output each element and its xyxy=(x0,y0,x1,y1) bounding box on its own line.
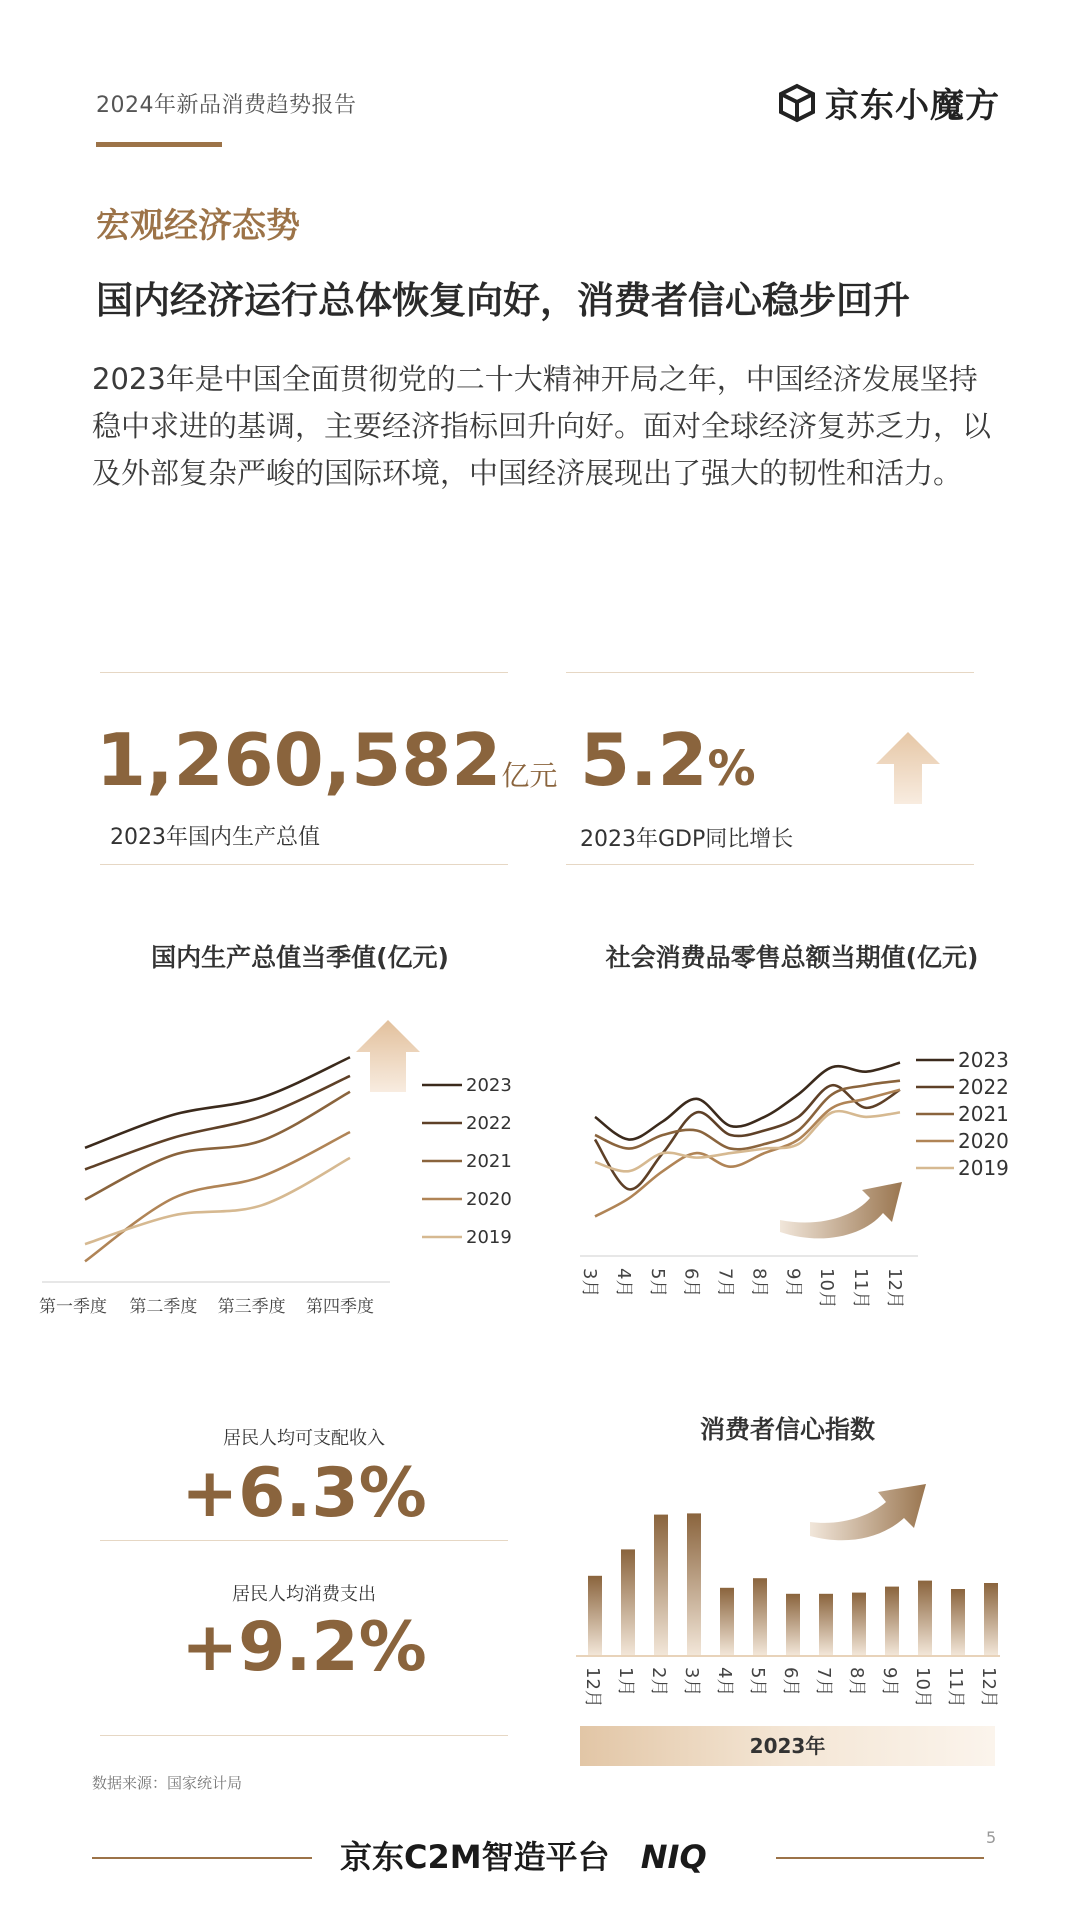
gdp-chart-title: 国内生产总值当季值(亿元) xyxy=(151,943,449,972)
gdp-total xyxy=(96,718,557,802)
confidence-bar xyxy=(654,1515,668,1655)
consumer-confidence-chart xyxy=(570,1480,1010,1720)
report-title: 2024年新品消费趋势报告 xyxy=(96,93,357,118)
confidence-bar xyxy=(951,1589,965,1655)
footer-partner: NIQ xyxy=(640,1838,707,1876)
trend-up-arrow-icon xyxy=(356,1020,420,1092)
gdp-quarterly-chart xyxy=(30,1010,530,1330)
x-tick-label: 8月 xyxy=(748,1268,770,1298)
income-value: +6.3% xyxy=(181,1454,427,1533)
x-tick-label: 11月 xyxy=(945,1667,966,1708)
x-tick-label: 第二季度 xyxy=(129,1297,198,1317)
x-tick-label: 2月 xyxy=(648,1667,669,1697)
confidence-bar xyxy=(621,1549,635,1655)
kpi-divider xyxy=(100,864,508,865)
x-tick-label: 第三季度 xyxy=(217,1297,286,1317)
spending-value: +9.2% xyxy=(181,1608,427,1687)
x-tick-label: 1月 xyxy=(615,1667,636,1697)
up-arrow-icon xyxy=(876,732,940,804)
income-label: 居民人均可支配收入 xyxy=(223,1428,385,1449)
trend-curve-arrow-icon xyxy=(810,1484,926,1540)
x-tick-label: 9月 xyxy=(782,1268,804,1298)
footer-platform: 京东C2M智造平台 xyxy=(340,1838,610,1876)
series-line-2022 xyxy=(85,1076,350,1169)
x-tick-label: 9月 xyxy=(879,1667,900,1697)
page-number: 5 xyxy=(986,1828,997,1847)
kpi-divider xyxy=(566,864,974,865)
x-tick-label: 7月 xyxy=(813,1667,834,1697)
income-divider xyxy=(100,1540,508,1541)
series-line-2019 xyxy=(85,1158,350,1244)
confidence-bar xyxy=(885,1587,899,1655)
legend-label-2019: 2019 xyxy=(466,1227,512,1248)
retail-chart-title: 社会消费品零售总额当期值(亿元) xyxy=(605,943,979,972)
x-tick-label: 12月 xyxy=(884,1268,905,1309)
legend-label-2021: 2021 xyxy=(466,1151,512,1172)
kpi-divider xyxy=(566,672,974,673)
series-line-2023 xyxy=(85,1057,350,1148)
footer-rule-left xyxy=(92,1857,312,1859)
growth-caption: 2023年GDP同比增长 xyxy=(580,827,794,852)
gdp-caption: 2023年国内生产总值 xyxy=(110,825,320,850)
confidence-bar xyxy=(588,1576,602,1655)
confidence-chart-title: 消费者信心指数 xyxy=(699,1415,875,1444)
legend-label-2019: 2019 xyxy=(958,1156,1009,1180)
x-tick-label: 8月 xyxy=(846,1667,867,1697)
series-line-2020 xyxy=(595,1090,900,1217)
spending-label: 居民人均消费支出 xyxy=(232,1584,376,1605)
legend-label-2020: 2020 xyxy=(466,1189,512,1210)
headline: 国内经济运行总体恢复向好，消费者信心稳步回升 xyxy=(96,279,910,322)
x-tick-label: 4月 xyxy=(612,1268,634,1298)
confidence-bar xyxy=(984,1583,998,1655)
x-tick-label: 12月 xyxy=(978,1667,999,1708)
gdp-unit: 亿元 xyxy=(501,759,558,792)
confidence-bar xyxy=(687,1513,701,1655)
x-tick-label: 7月 xyxy=(714,1268,736,1298)
series-line-2020 xyxy=(85,1132,350,1261)
gdp-value: 1,260,582 xyxy=(96,718,502,802)
x-tick-label: 12月 xyxy=(582,1667,603,1708)
x-tick-label: 10月 xyxy=(816,1268,838,1309)
x-tick-label: 5月 xyxy=(646,1268,668,1298)
x-tick-label: 11月 xyxy=(850,1268,872,1309)
confidence-bar xyxy=(852,1593,866,1655)
legend-label-2023: 2023 xyxy=(466,1075,512,1096)
legend-label-2022: 2022 xyxy=(466,1113,512,1134)
logo-text: 京东小魔方 xyxy=(825,86,1000,126)
x-tick-label: 10月 xyxy=(912,1667,933,1708)
data-source: 数据来源：国家统计局 xyxy=(92,1774,243,1792)
x-tick-label: 3月 xyxy=(579,1268,600,1298)
confidence-bar xyxy=(819,1594,833,1655)
title-underline xyxy=(96,142,222,147)
trend-curve-arrow-icon xyxy=(780,1182,902,1238)
legend-label-2020: 2020 xyxy=(958,1129,1009,1153)
legend-label-2022: 2022 xyxy=(958,1075,1009,1099)
kpi-divider xyxy=(100,672,508,673)
legend-label-2023: 2023 xyxy=(958,1048,1009,1072)
year-band: 2023年 xyxy=(580,1726,995,1766)
growth-value: 5.2 xyxy=(580,718,708,802)
x-tick-label: 6月 xyxy=(780,1667,801,1697)
intro-paragraph: 2023年是中国全面贯彻党的二十大精神开局之年，中国经济发展坚持稳中求进的基调，主要经济指标回升向好。面对全球经济复苏乏力，以及外部复杂严峻的国际环境，中国经济展现出了强大的韧性和活力。 xyxy=(92,362,992,490)
confidence-bar xyxy=(753,1578,767,1655)
confidence-bar xyxy=(720,1588,734,1655)
x-tick-label: 6月 xyxy=(680,1268,702,1298)
x-tick-label: 3月 xyxy=(681,1667,702,1697)
section-title: 宏观经济态势 xyxy=(96,206,300,246)
x-tick-label: 第一季度 xyxy=(39,1297,107,1317)
footer-rule-right xyxy=(776,1857,984,1859)
x-tick-label: 5月 xyxy=(747,1667,768,1697)
confidence-bar xyxy=(918,1581,932,1655)
confidence-bar xyxy=(786,1594,800,1655)
x-tick-label: 第四季度 xyxy=(306,1297,374,1317)
brand-logo xyxy=(777,78,1000,127)
x-tick-label: 4月 xyxy=(714,1667,735,1697)
spending-divider xyxy=(100,1735,508,1736)
legend-label-2021: 2021 xyxy=(958,1102,1009,1126)
footer-brand xyxy=(340,1832,707,1878)
growth-unit: % xyxy=(707,741,756,797)
gdp-growth xyxy=(580,718,756,802)
series-line-2021 xyxy=(85,1092,350,1200)
retail-sales-chart xyxy=(570,1020,1030,1340)
cube-logo-icon xyxy=(777,83,817,123)
